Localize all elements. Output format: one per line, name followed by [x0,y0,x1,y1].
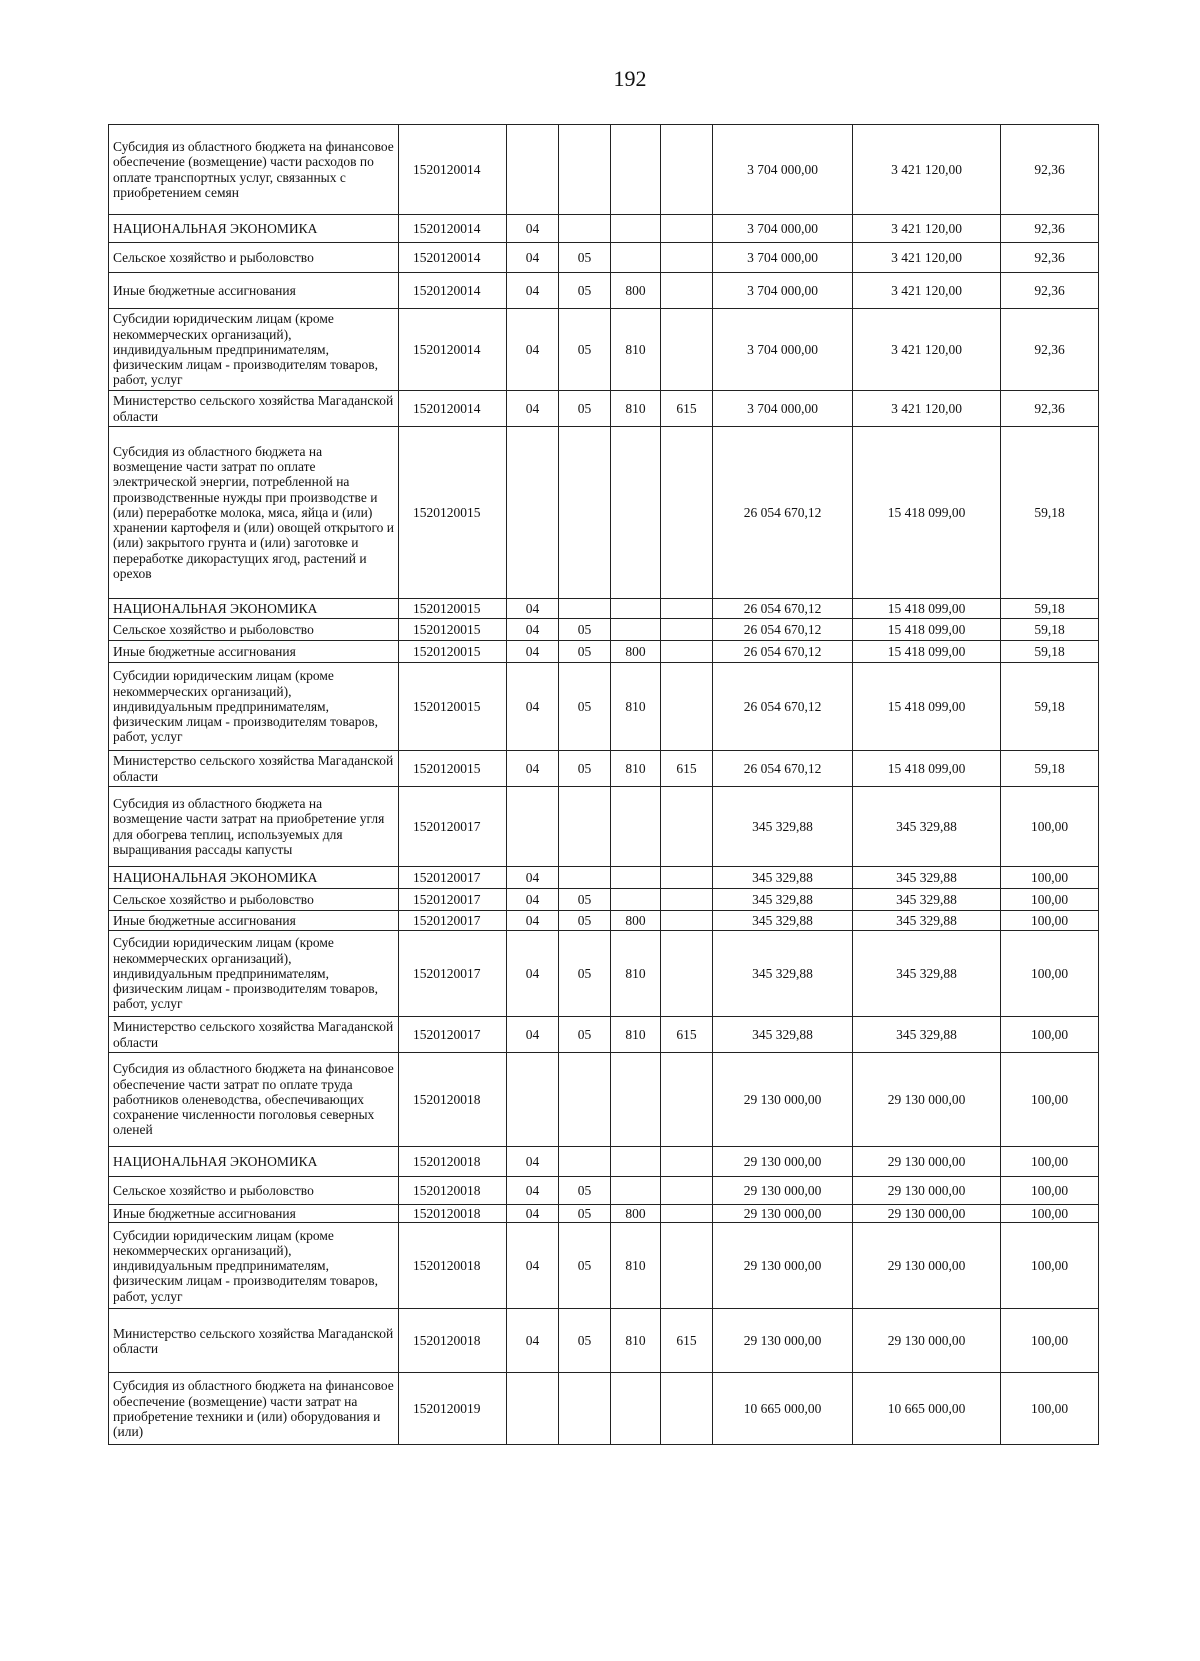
name: Субсидия из областного бюджета на возмещение части затрат на приобретение угля для обогрева теплиц, используемых для выращивания рассады капусты [109,787,399,867]
plan-amount: 345 329,88 [713,787,853,867]
name: Субсидии юридическим лицам (кроме некоммерческих организаций), индивидуальным предпринимателям, физическим лицам - производителям товаров, работ, услуг [109,931,399,1017]
fact-amount: 10 665 000,00 [853,1373,1001,1445]
percent: 92,36 [1001,125,1099,215]
kcsr: 1520120015 [399,427,507,599]
fact-amount: 3 421 120,00 [853,125,1001,215]
rz-cell: 04 [507,751,559,787]
pr-cell [559,427,611,599]
fact-amount: 15 418 099,00 [853,641,1001,663]
plan-amount: 3 704 000,00 [713,125,853,215]
table-row [109,215,1099,243]
fact-amount: 15 418 099,00 [853,427,1001,599]
pr-cell [559,1053,611,1147]
kcsr: 1520120014 [399,309,507,391]
grbs-cell [661,911,713,931]
name: Министерство сельского хозяйства Магаданской области [109,751,399,787]
fact-amount: 15 418 099,00 [853,599,1001,619]
plan-amount: 345 329,88 [713,867,853,889]
kcsr: 1520120014 [399,125,507,215]
table-row [109,751,1099,787]
name: Министерство сельского хозяйства Магаданской области [109,1309,399,1373]
plan-amount: 26 054 670,12 [713,663,853,751]
kcsr: 1520120015 [399,641,507,663]
plan-amount: 26 054 670,12 [713,751,853,787]
kcsr: 1520120018 [399,1223,507,1309]
table-row [109,273,1099,309]
rz-cell: 04 [507,391,559,427]
kcsr: 1520120014 [399,273,507,309]
rz-cell: 04 [507,1309,559,1373]
vr-cell [611,619,661,641]
rz-cell: 04 [507,1223,559,1309]
fact-amount: 15 418 099,00 [853,619,1001,641]
pr-cell: 05 [559,1223,611,1309]
vr-cell: 810 [611,663,661,751]
table-row [109,931,1099,1017]
plan-amount: 26 054 670,12 [713,641,853,663]
name: Иные бюджетные ассигнования [109,273,399,309]
vr-cell: 800 [611,273,661,309]
rz-cell: 04 [507,889,559,911]
pr-cell [559,1373,611,1445]
kcsr: 1520120019 [399,1373,507,1445]
fact-amount: 29 130 000,00 [853,1205,1001,1223]
fact-amount: 345 329,88 [853,911,1001,931]
pr-cell: 05 [559,641,611,663]
pr-cell: 05 [559,911,611,931]
grbs-cell [661,273,713,309]
grbs-cell [661,867,713,889]
plan-amount: 345 329,88 [713,911,853,931]
pr-cell: 05 [559,1309,611,1373]
rz-cell: 04 [507,867,559,889]
rz-cell: 04 [507,931,559,1017]
rz-cell: 04 [507,1147,559,1177]
vr-cell [611,125,661,215]
vr-cell [611,889,661,911]
table-row [109,391,1099,427]
vr-cell [611,1373,661,1445]
plan-amount: 3 704 000,00 [713,273,853,309]
pr-cell: 05 [559,1205,611,1223]
fact-amount: 3 421 120,00 [853,215,1001,243]
plan-amount: 10 665 000,00 [713,1373,853,1445]
table-row [109,787,1099,867]
rz-cell: 04 [507,215,559,243]
vr-cell: 810 [611,1309,661,1373]
grbs-cell [661,787,713,867]
pr-cell [559,125,611,215]
grbs-cell [661,889,713,911]
kcsr: 1520120018 [399,1205,507,1223]
name: Сельское хозяйство и рыболовство [109,889,399,911]
name: Субсидии юридическим лицам (кроме некоммерческих организаций), индивидуальным предпринимателям, физическим лицам - производителям товаров, работ, услуг [109,309,399,391]
pr-cell: 05 [559,1017,611,1053]
table-row [109,1147,1099,1177]
rz-cell: 04 [507,663,559,751]
plan-amount: 29 130 000,00 [713,1223,853,1309]
table-row [109,243,1099,273]
fact-amount: 3 421 120,00 [853,391,1001,427]
grbs-cell [661,309,713,391]
table-row [109,663,1099,751]
plan-amount: 345 329,88 [713,889,853,911]
vr-cell: 800 [611,641,661,663]
percent: 59,18 [1001,751,1099,787]
vr-cell [611,1053,661,1147]
rz-cell [507,427,559,599]
name: НАЦИОНАЛЬНАЯ ЭКОНОМИКА [109,1147,399,1177]
percent: 100,00 [1001,1017,1099,1053]
fact-amount: 29 130 000,00 [853,1177,1001,1205]
fact-amount: 15 418 099,00 [853,663,1001,751]
percent: 92,36 [1001,215,1099,243]
vr-cell: 800 [611,911,661,931]
table-row [109,1223,1099,1309]
grbs-cell: 615 [661,751,713,787]
kcsr: 1520120017 [399,889,507,911]
kcsr: 1520120018 [399,1147,507,1177]
percent: 100,00 [1001,867,1099,889]
rz-cell: 04 [507,599,559,619]
kcsr: 1520120017 [399,867,507,889]
fact-amount: 345 329,88 [853,787,1001,867]
pr-cell: 05 [559,273,611,309]
name: Сельское хозяйство и рыболовство [109,619,399,641]
kcsr: 1520120017 [399,787,507,867]
table-row [109,427,1099,599]
name: Субсидии юридическим лицам (кроме некоммерческих организаций), индивидуальным предпринимателям, физическим лицам - производителям товаров, работ, услуг [109,1223,399,1309]
plan-amount: 29 130 000,00 [713,1053,853,1147]
pr-cell: 05 [559,663,611,751]
grbs-cell [661,619,713,641]
table-row [109,889,1099,911]
plan-amount: 29 130 000,00 [713,1309,853,1373]
name: Субсидия из областного бюджета на финансовое обеспечение (возмещение) части затрат на приобретение техники и (или) оборудования и (или) [109,1373,399,1445]
name: Иные бюджетные ассигнования [109,641,399,663]
table-row [109,309,1099,391]
pr-cell [559,787,611,867]
percent: 59,18 [1001,427,1099,599]
percent: 100,00 [1001,889,1099,911]
page-number: 192 [613,66,647,91]
percent: 100,00 [1001,1053,1099,1147]
fact-amount: 345 329,88 [853,1017,1001,1053]
table-row [109,867,1099,889]
kcsr: 1520120014 [399,391,507,427]
percent: 100,00 [1001,1177,1099,1205]
kcsr: 1520120017 [399,911,507,931]
grbs-cell: 615 [661,1309,713,1373]
vr-cell [611,243,661,273]
plan-amount: 29 130 000,00 [713,1177,853,1205]
rz-cell: 04 [507,1177,559,1205]
name: Субсидия из областного бюджета на финансовое обеспечение части затрат по оплате труда работников оленеводства, обеспечивающих сохранение численности поголовья северных оленей [109,1053,399,1147]
name: Министерство сельского хозяйства Магаданской области [109,391,399,427]
kcsr: 1520120018 [399,1309,507,1373]
table-row [109,1017,1099,1053]
rz-cell: 04 [507,273,559,309]
grbs-cell [661,599,713,619]
vr-cell: 810 [611,1223,661,1309]
percent: 100,00 [1001,1373,1099,1445]
kcsr: 1520120018 [399,1053,507,1147]
fact-amount: 3 421 120,00 [853,309,1001,391]
percent: 100,00 [1001,1205,1099,1223]
plan-amount: 3 704 000,00 [713,309,853,391]
pr-cell [559,867,611,889]
vr-cell: 810 [611,309,661,391]
name: Субсидия из областного бюджета на финансовое обеспечение (возмещение) части расходов по оплате транспортных услуг, связанных с приобретением семян [109,125,399,215]
plan-amount: 3 704 000,00 [713,391,853,427]
vr-cell [611,787,661,867]
pr-cell: 05 [559,1177,611,1205]
pr-cell: 05 [559,751,611,787]
percent: 100,00 [1001,1147,1099,1177]
plan-amount: 26 054 670,12 [713,619,853,641]
grbs-cell: 615 [661,1017,713,1053]
pr-cell [559,215,611,243]
grbs-cell [661,1223,713,1309]
name: Иные бюджетные ассигнования [109,1205,399,1223]
fact-amount: 345 329,88 [853,931,1001,1017]
vr-cell [611,867,661,889]
kcsr: 1520120014 [399,215,507,243]
fact-amount: 29 130 000,00 [853,1223,1001,1309]
table-row [109,641,1099,663]
table-row [109,1205,1099,1223]
plan-amount: 29 130 000,00 [713,1205,853,1223]
percent: 100,00 [1001,911,1099,931]
plan-amount: 345 329,88 [713,931,853,1017]
name: Сельское хозяйство и рыболовство [109,1177,399,1205]
fact-amount: 15 418 099,00 [853,751,1001,787]
name: Субсидия из областного бюджета на возмещение части затрат по оплате электрической энергии, потребленной на производственные нужды при производстве и (или) переработке молока, мяса, яйца и (или) хранении картофеля и (или) овощей открытого и (или) закрытого грунта и (или) заготовке и переработке дикорастущих ягод, растений и орехов [109,427,399,599]
pr-cell: 05 [559,391,611,427]
grbs-cell [661,641,713,663]
name: Сельское хозяйство и рыболовство [109,243,399,273]
table-row [109,619,1099,641]
percent: 100,00 [1001,1309,1099,1373]
budget-table [108,124,1099,1445]
pr-cell: 05 [559,619,611,641]
fact-amount: 345 329,88 [853,889,1001,911]
percent: 100,00 [1001,931,1099,1017]
table-row [109,1177,1099,1205]
name: Субсидии юридическим лицам (кроме некоммерческих организаций), индивидуальным предпринимателям, физическим лицам - производителям товаров, работ, услуг [109,663,399,751]
vr-cell [611,599,661,619]
kcsr: 1520120017 [399,931,507,1017]
kcsr: 1520120015 [399,619,507,641]
plan-amount: 3 704 000,00 [713,215,853,243]
vr-cell [611,427,661,599]
percent: 92,36 [1001,391,1099,427]
rz-cell: 04 [507,911,559,931]
table-row [109,599,1099,619]
plan-amount: 345 329,88 [713,1017,853,1053]
table-row [109,911,1099,931]
rz-cell: 04 [507,619,559,641]
pr-cell: 05 [559,931,611,1017]
pr-cell [559,1147,611,1177]
grbs-cell [661,1205,713,1223]
grbs-cell [661,1147,713,1177]
plan-amount: 26 054 670,12 [713,427,853,599]
pr-cell: 05 [559,243,611,273]
percent: 100,00 [1001,787,1099,867]
vr-cell [611,1177,661,1205]
rz-cell: 04 [507,641,559,663]
table-row [109,1373,1099,1445]
percent: 59,18 [1001,641,1099,663]
percent: 92,36 [1001,309,1099,391]
kcsr: 1520120015 [399,751,507,787]
grbs-cell [661,663,713,751]
percent: 92,36 [1001,273,1099,309]
name: НАЦИОНАЛЬНАЯ ЭКОНОМИКА [109,599,399,619]
rz-cell [507,1053,559,1147]
grbs-cell [661,215,713,243]
kcsr: 1520120017 [399,1017,507,1053]
table-row [109,1053,1099,1147]
vr-cell: 810 [611,751,661,787]
table-row [109,1309,1099,1373]
pr-cell [559,599,611,619]
vr-cell [611,1147,661,1177]
grbs-cell [661,1373,713,1445]
name: НАЦИОНАЛЬНАЯ ЭКОНОМИКА [109,215,399,243]
rz-cell: 04 [507,243,559,273]
fact-amount: 29 130 000,00 [853,1309,1001,1373]
pr-cell: 05 [559,309,611,391]
percent: 59,18 [1001,663,1099,751]
rz-cell [507,787,559,867]
kcsr: 1520120015 [399,663,507,751]
grbs-cell [661,931,713,1017]
plan-amount: 3 704 000,00 [713,243,853,273]
rz-cell: 04 [507,1205,559,1223]
rz-cell: 04 [507,1017,559,1053]
percent: 59,18 [1001,619,1099,641]
grbs-cell: 615 [661,391,713,427]
vr-cell [611,215,661,243]
vr-cell: 810 [611,1017,661,1053]
grbs-cell [661,427,713,599]
fact-amount: 3 421 120,00 [853,243,1001,273]
grbs-cell [661,1053,713,1147]
percent: 100,00 [1001,1223,1099,1309]
kcsr: 1520120014 [399,243,507,273]
kcsr: 1520120018 [399,1177,507,1205]
plan-amount: 29 130 000,00 [713,1147,853,1177]
grbs-cell [661,243,713,273]
vr-cell: 800 [611,1205,661,1223]
vr-cell: 810 [611,391,661,427]
rz-cell [507,1373,559,1445]
grbs-cell [661,1177,713,1205]
vr-cell: 810 [611,931,661,1017]
fact-amount: 29 130 000,00 [853,1053,1001,1147]
plan-amount: 26 054 670,12 [713,599,853,619]
kcsr: 1520120015 [399,599,507,619]
rz-cell [507,125,559,215]
fact-amount: 29 130 000,00 [853,1147,1001,1177]
fact-amount: 3 421 120,00 [853,273,1001,309]
grbs-cell [661,125,713,215]
name: Министерство сельского хозяйства Магаданской области [109,1017,399,1053]
percent: 59,18 [1001,599,1099,619]
table-row [109,125,1099,215]
fact-amount: 345 329,88 [853,867,1001,889]
pr-cell: 05 [559,889,611,911]
name: НАЦИОНАЛЬНАЯ ЭКОНОМИКА [109,867,399,889]
rz-cell: 04 [507,309,559,391]
name: Иные бюджетные ассигнования [109,911,399,931]
percent: 92,36 [1001,243,1099,273]
